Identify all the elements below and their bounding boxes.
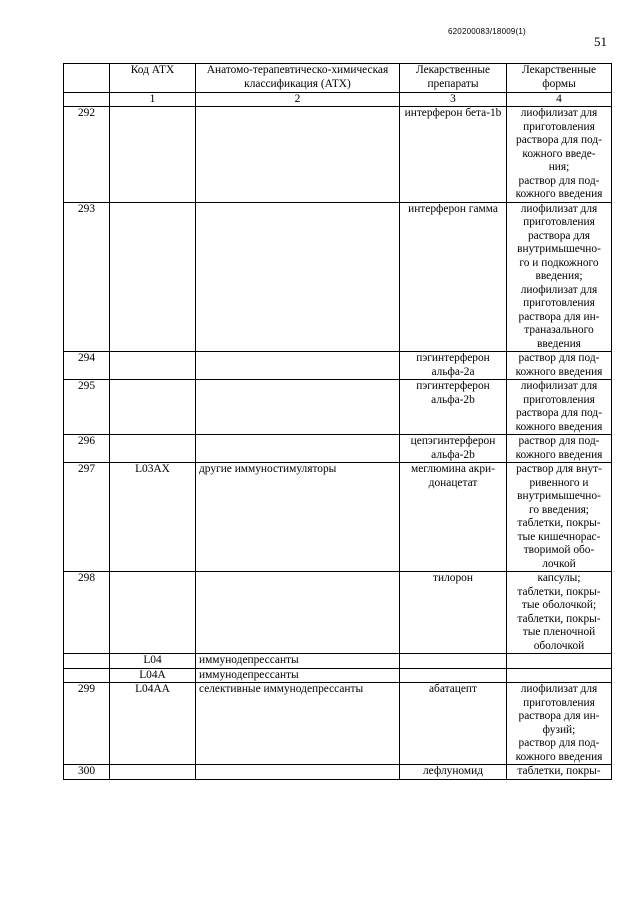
dosage-form-line: внутримышечно- [517, 243, 601, 255]
document-id: 620200083/18009(1) [448, 27, 526, 36]
dosage-form-line: таблетки, покры- [517, 765, 601, 777]
row-number-cell: 299 [64, 683, 110, 765]
dosage-form-line: раствора для ин- [518, 710, 600, 722]
dosage-form-line: кожного введения [515, 188, 603, 200]
table-row [64, 107, 612, 203]
atc-classification-cell [196, 572, 400, 654]
index-cell: 3 [400, 93, 507, 107]
dosage-form-line: раствора для ин- [518, 310, 600, 323]
drug-name-cell: интерферон бета-1b [400, 107, 507, 203]
atc-classification-cell [196, 107, 400, 203]
dosage-form-cell [507, 654, 612, 669]
atc-classification-cell: иммунодепрессанты [196, 668, 400, 683]
dosage-form-line: тые пленочной [522, 626, 596, 638]
row-number-cell [64, 654, 110, 669]
dosage-form-cell [507, 668, 612, 683]
dosage-form-line: приготовления [523, 696, 595, 709]
table-row [64, 683, 612, 765]
dosage-form-line: го введения; [529, 503, 589, 516]
table-row [64, 463, 612, 572]
dosage-form-line: лиофилизат для [520, 107, 598, 119]
dosage-form-line: тые кишечнорас- [517, 530, 601, 543]
drug-name-cell: пэгинтерферон альфа-2b [400, 380, 507, 435]
table-row [64, 572, 612, 654]
dosage-form-line: раствор для под- [518, 435, 600, 447]
dosage-form-line: внутримышечно- [517, 490, 601, 502]
table-row [64, 352, 612, 380]
drug-name-cell: тилорон [400, 572, 507, 654]
atc-code-cell [110, 202, 196, 352]
dosage-form-cell [507, 463, 612, 572]
row-number-cell: 294 [64, 352, 110, 380]
dosage-form-line: раствор для под- [518, 737, 600, 749]
dosage-form-line: кожного введения [515, 750, 603, 763]
header-cell-dosage-forms: Лекарственные формы [507, 64, 612, 93]
dosage-form-cell [507, 107, 612, 203]
dosage-form-line: раствор для внут- [516, 463, 602, 475]
table-header-row [64, 64, 612, 93]
table-index-row [64, 93, 612, 107]
dosage-form-line: фузий; [542, 723, 576, 736]
table-row [64, 435, 612, 463]
dosage-form-line: раствора для под- [516, 134, 602, 146]
atc-classification-cell: другие иммуностимуляторы [196, 463, 400, 572]
dosage-form-cell [507, 683, 612, 765]
header-cell-number [64, 64, 110, 93]
dosage-form-line: лиофилизат для [520, 202, 598, 215]
table-row [64, 202, 612, 352]
dosage-form-line: введения [537, 337, 581, 350]
atc-code-cell [110, 107, 196, 203]
dosage-form-cell [507, 435, 612, 463]
dosage-form-line: ривенного и [529, 476, 589, 489]
atc-classification-cell [196, 765, 400, 780]
row-number-cell: 293 [64, 202, 110, 352]
table-body [64, 107, 612, 780]
table-row [64, 654, 612, 669]
drug-name-cell: абатацепт [400, 683, 507, 765]
dosage-form-line: раствор для под- [518, 352, 600, 364]
index-cell: 2 [196, 93, 400, 107]
dosage-form-line: раствор для под- [518, 174, 600, 187]
dosage-form-line: таблетки, покры- [517, 585, 601, 598]
dosage-form-line: ния; [548, 161, 570, 173]
dosage-form-line: капсулы; [537, 572, 581, 584]
dosage-form-line: раствора для под- [516, 407, 602, 419]
row-number-cell: 296 [64, 435, 110, 463]
header-cell-atc-classification: Анатомо-терапевтическо-химическая классификация (АТХ) [196, 64, 400, 93]
dosage-form-line: лиофилизат для [520, 283, 598, 296]
drug-name-cell: пэгинтерферон альфа-2a [400, 352, 507, 380]
dosage-form-line: лиофилизат для [520, 683, 598, 695]
row-number-cell: 295 [64, 380, 110, 435]
row-number-cell: 297 [64, 463, 110, 572]
atc-classification-cell [196, 380, 400, 435]
drug-name-cell: лефлуномид [400, 765, 507, 780]
dosage-form-line: кожного введения [515, 365, 603, 378]
dosage-form-cell [507, 352, 612, 380]
dosage-form-line: кожного введе- [522, 147, 596, 160]
dosage-form-line: творимой обо- [523, 544, 595, 556]
atc-code-cell: L04 [110, 654, 196, 669]
drug-table [63, 63, 612, 780]
dosage-form-line: таблетки, покры- [517, 517, 601, 529]
atc-code-cell [110, 765, 196, 780]
row-number-cell: 300 [64, 765, 110, 780]
atc-classification-cell [196, 352, 400, 380]
atc-code-cell: L04A [110, 668, 196, 683]
dosage-form-cell [507, 380, 612, 435]
atc-code-cell [110, 435, 196, 463]
table-row [64, 380, 612, 435]
row-number-cell: 298 [64, 572, 110, 654]
index-cell [64, 93, 110, 107]
dosage-form-line: го и подкожного [519, 256, 599, 269]
dosage-form-line: тые оболочкой; [521, 599, 597, 611]
dosage-form-line: траназального [524, 324, 594, 336]
table-row [64, 668, 612, 683]
row-number-cell: 292 [64, 107, 110, 203]
atc-classification-cell: иммунодепрессанты [196, 654, 400, 669]
atc-classification-cell [196, 435, 400, 463]
row-number-cell [64, 668, 110, 683]
atc-classification-cell: селективные иммунодепрессанты [196, 683, 400, 765]
index-cell: 4 [507, 93, 612, 107]
dosage-form-cell [507, 572, 612, 654]
dosage-form-line: кожного введения [515, 420, 603, 433]
dosage-form-line: раствора для [527, 229, 591, 242]
dosage-form-line: лиофилизат для [520, 380, 598, 392]
drug-name-cell: меглюмина акри-донацетат [400, 463, 507, 572]
page-number: 51 [594, 34, 607, 49]
dosage-form-line: кожного введения [515, 448, 603, 461]
index-cell: 1 [110, 93, 196, 107]
dosage-form-cell [507, 765, 612, 780]
dosage-form-line: приготовления [523, 393, 595, 406]
dosage-form-line: приготовления [523, 120, 595, 133]
table-row [64, 765, 612, 780]
header-cell-atc-code: Код АТХ [110, 64, 196, 93]
dosage-form-line: лочкой [542, 557, 576, 570]
dosage-form-cell [507, 202, 612, 352]
drug-name-cell: интерферон гамма [400, 202, 507, 352]
atc-code-cell [110, 380, 196, 435]
dosage-form-line: введения; [535, 270, 583, 282]
dosage-form-line: приготовления [523, 297, 595, 309]
atc-classification-cell [196, 202, 400, 352]
atc-code-cell [110, 352, 196, 380]
drug-name-cell [400, 654, 507, 669]
atc-code-cell: L03AX [110, 463, 196, 572]
dosage-form-line: оболочкой [533, 639, 585, 652]
atc-code-cell [110, 572, 196, 654]
drug-name-cell [400, 668, 507, 683]
header-cell-drugs: Лекарственные препараты [400, 64, 507, 93]
dosage-form-line: приготовления [523, 216, 595, 228]
dosage-form-line: таблетки, покры- [517, 612, 601, 625]
drug-name-cell: цепэгинтерферон альфа-2b [400, 435, 507, 463]
atc-code-cell: L04AA [110, 683, 196, 765]
